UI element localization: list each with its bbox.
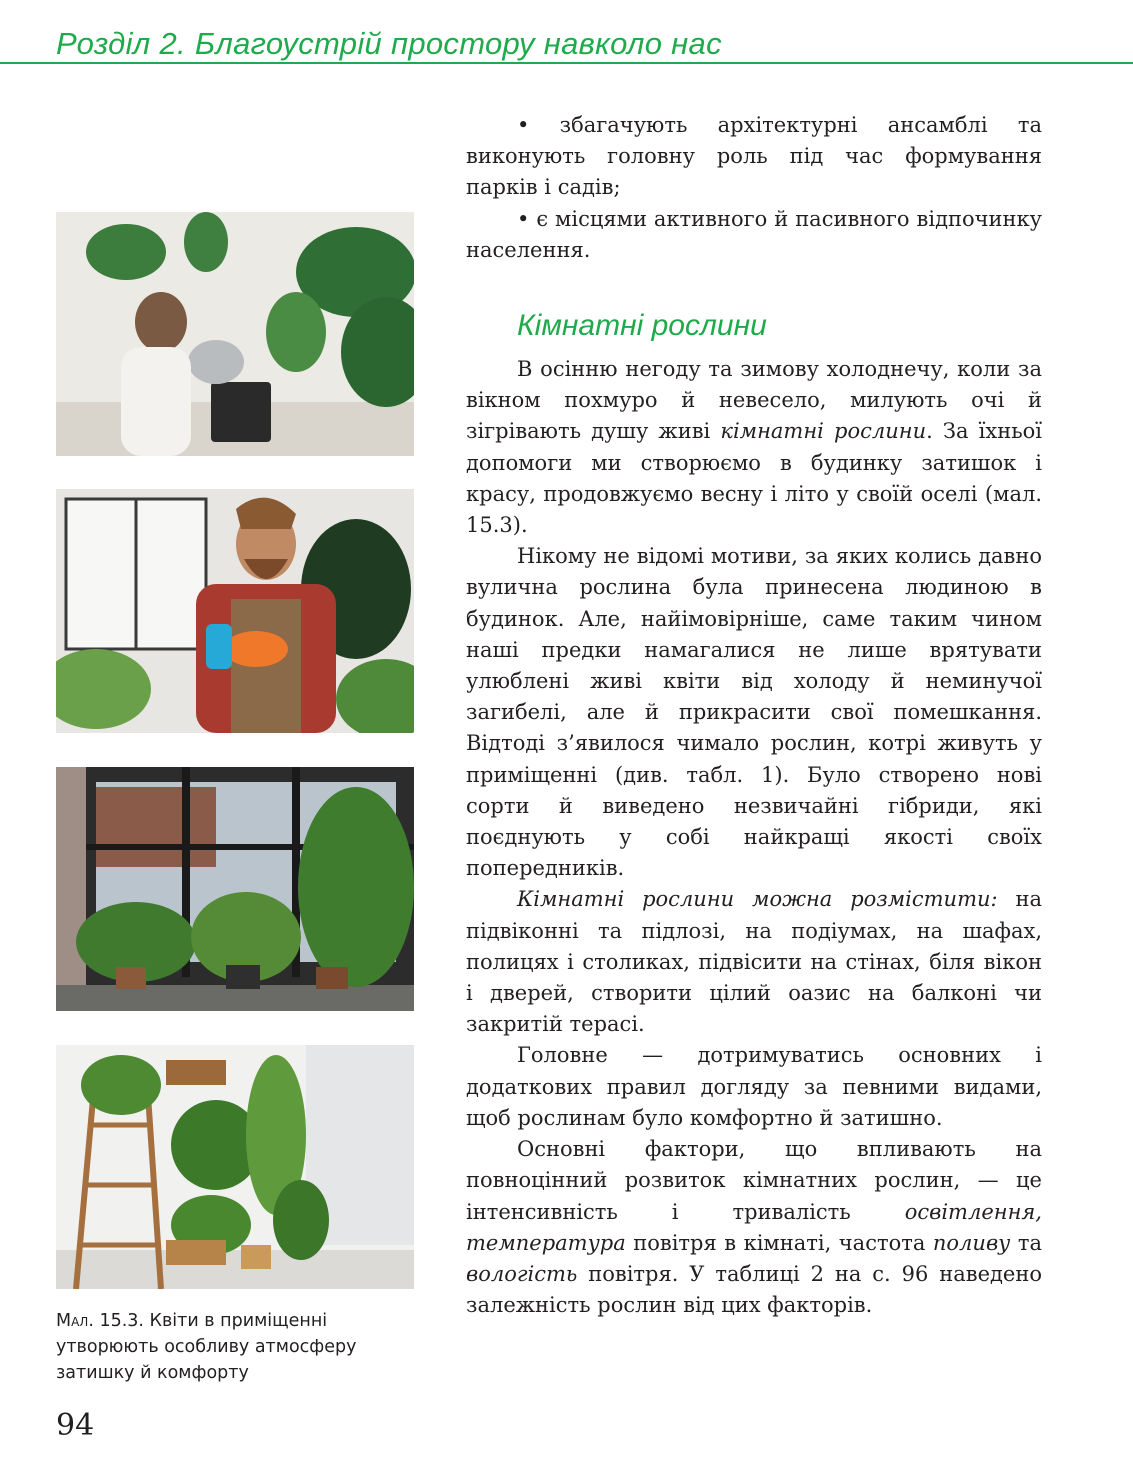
emphasis: освітлення, температура <box>466 1199 1042 1255</box>
emphasis: Кімнатні рослини можна розмістити: <box>517 887 998 912</box>
photo-windowsill-plants <box>56 767 414 1011</box>
paragraph-4: Головне — дотримуватись основних і додаткових правил догляду за певними видами, щоб рослинам було комфортно й затишно. <box>466 1043 1042 1130</box>
header-rule <box>0 62 1133 64</box>
text-run: повітря в кімнаті, частота <box>625 1230 933 1255</box>
figure-label: Мал. 15.3. <box>56 1311 144 1331</box>
paragraph-2: Нікому не відомі мотиви, за яких колись давно вулична рослина була принесена людиною в будинок. Але, найімовірніше, саме таким чином наші предки намагалися не лише врятувати улюблені живі квіти від холоду й неминучої загибелі, але й прикрасити свої помешкання. Відтоді з’явилося чимало рослин, котрі живуть у приміщенні (див. табл. 1). Було створено нові сорти й виведено незвичайні гібриди, які поєднують у собі найкращі якості своїх попередників. <box>466 544 1042 881</box>
bullet-text: збагачують архітектурні ансамблі та виконують головну роль під час формування парків і садів; <box>466 113 1043 200</box>
text-run: та <box>1010 1230 1042 1255</box>
bullet-item <box>466 204 1042 266</box>
figure-caption <box>56 1308 386 1386</box>
figure-caption-text: Квіти в приміщенні утворюють особливу атмосферу затишку й комфорту <box>56 1311 357 1383</box>
emphasis: поливу <box>932 1230 1011 1255</box>
text-run: Основні фактори, що впливають на повноцінний розвиток кімнатних рослин, — це інтенсивність і тривалість <box>466 1137 1042 1224</box>
photo-ladder-shelf-plants <box>56 1045 414 1289</box>
paragraph-1 <box>466 354 1042 541</box>
running-header <box>0 22 1133 68</box>
text-run: В осінню негоду та зимову холоднечу, коли за вікном похмуро й невесело, милують очі й зігрівають душу живі <box>466 357 1042 444</box>
main-text-column <box>466 110 1042 1321</box>
emphasis: вологість <box>466 1261 578 1286</box>
text-run: . За їхньої допомоги ми створюємо в будинку затишок і красу, продовжуємо весну і літо у своїй оселі (мал. 15.3). <box>466 419 1042 538</box>
photo-man-spraying-plants <box>56 489 414 733</box>
chapter-title: Розділ 2. Благоустрій простору навколо нас <box>50 26 730 62</box>
section-heading: Кімнатні рослини <box>517 309 767 343</box>
text-run: на підвіконні та підлозі, на подіумах, на шафах, полицях і столиках, підвісити на стінах, біля вікон і дверей, створити цілий оазис на балконі чи закритій терасі. <box>466 887 1042 1037</box>
bullet-marker: • <box>517 206 537 231</box>
bullet-text: є місцями активного й пасивного відпочинку населення. <box>466 206 1042 262</box>
paragraph-5 <box>466 1134 1042 1321</box>
page-number: 94 <box>56 1408 95 1443</box>
photo-woman-watering-plants <box>56 212 414 456</box>
paragraph-3 <box>466 884 1042 1040</box>
bullet-item <box>466 110 1042 204</box>
emphasis: кімнатні рослини <box>720 419 927 444</box>
bullet-marker: • <box>517 113 560 137</box>
text-run: повітря. У таблиці 2 на с. 96 наведено залежність рослин від цих факторів. <box>466 1261 1042 1318</box>
